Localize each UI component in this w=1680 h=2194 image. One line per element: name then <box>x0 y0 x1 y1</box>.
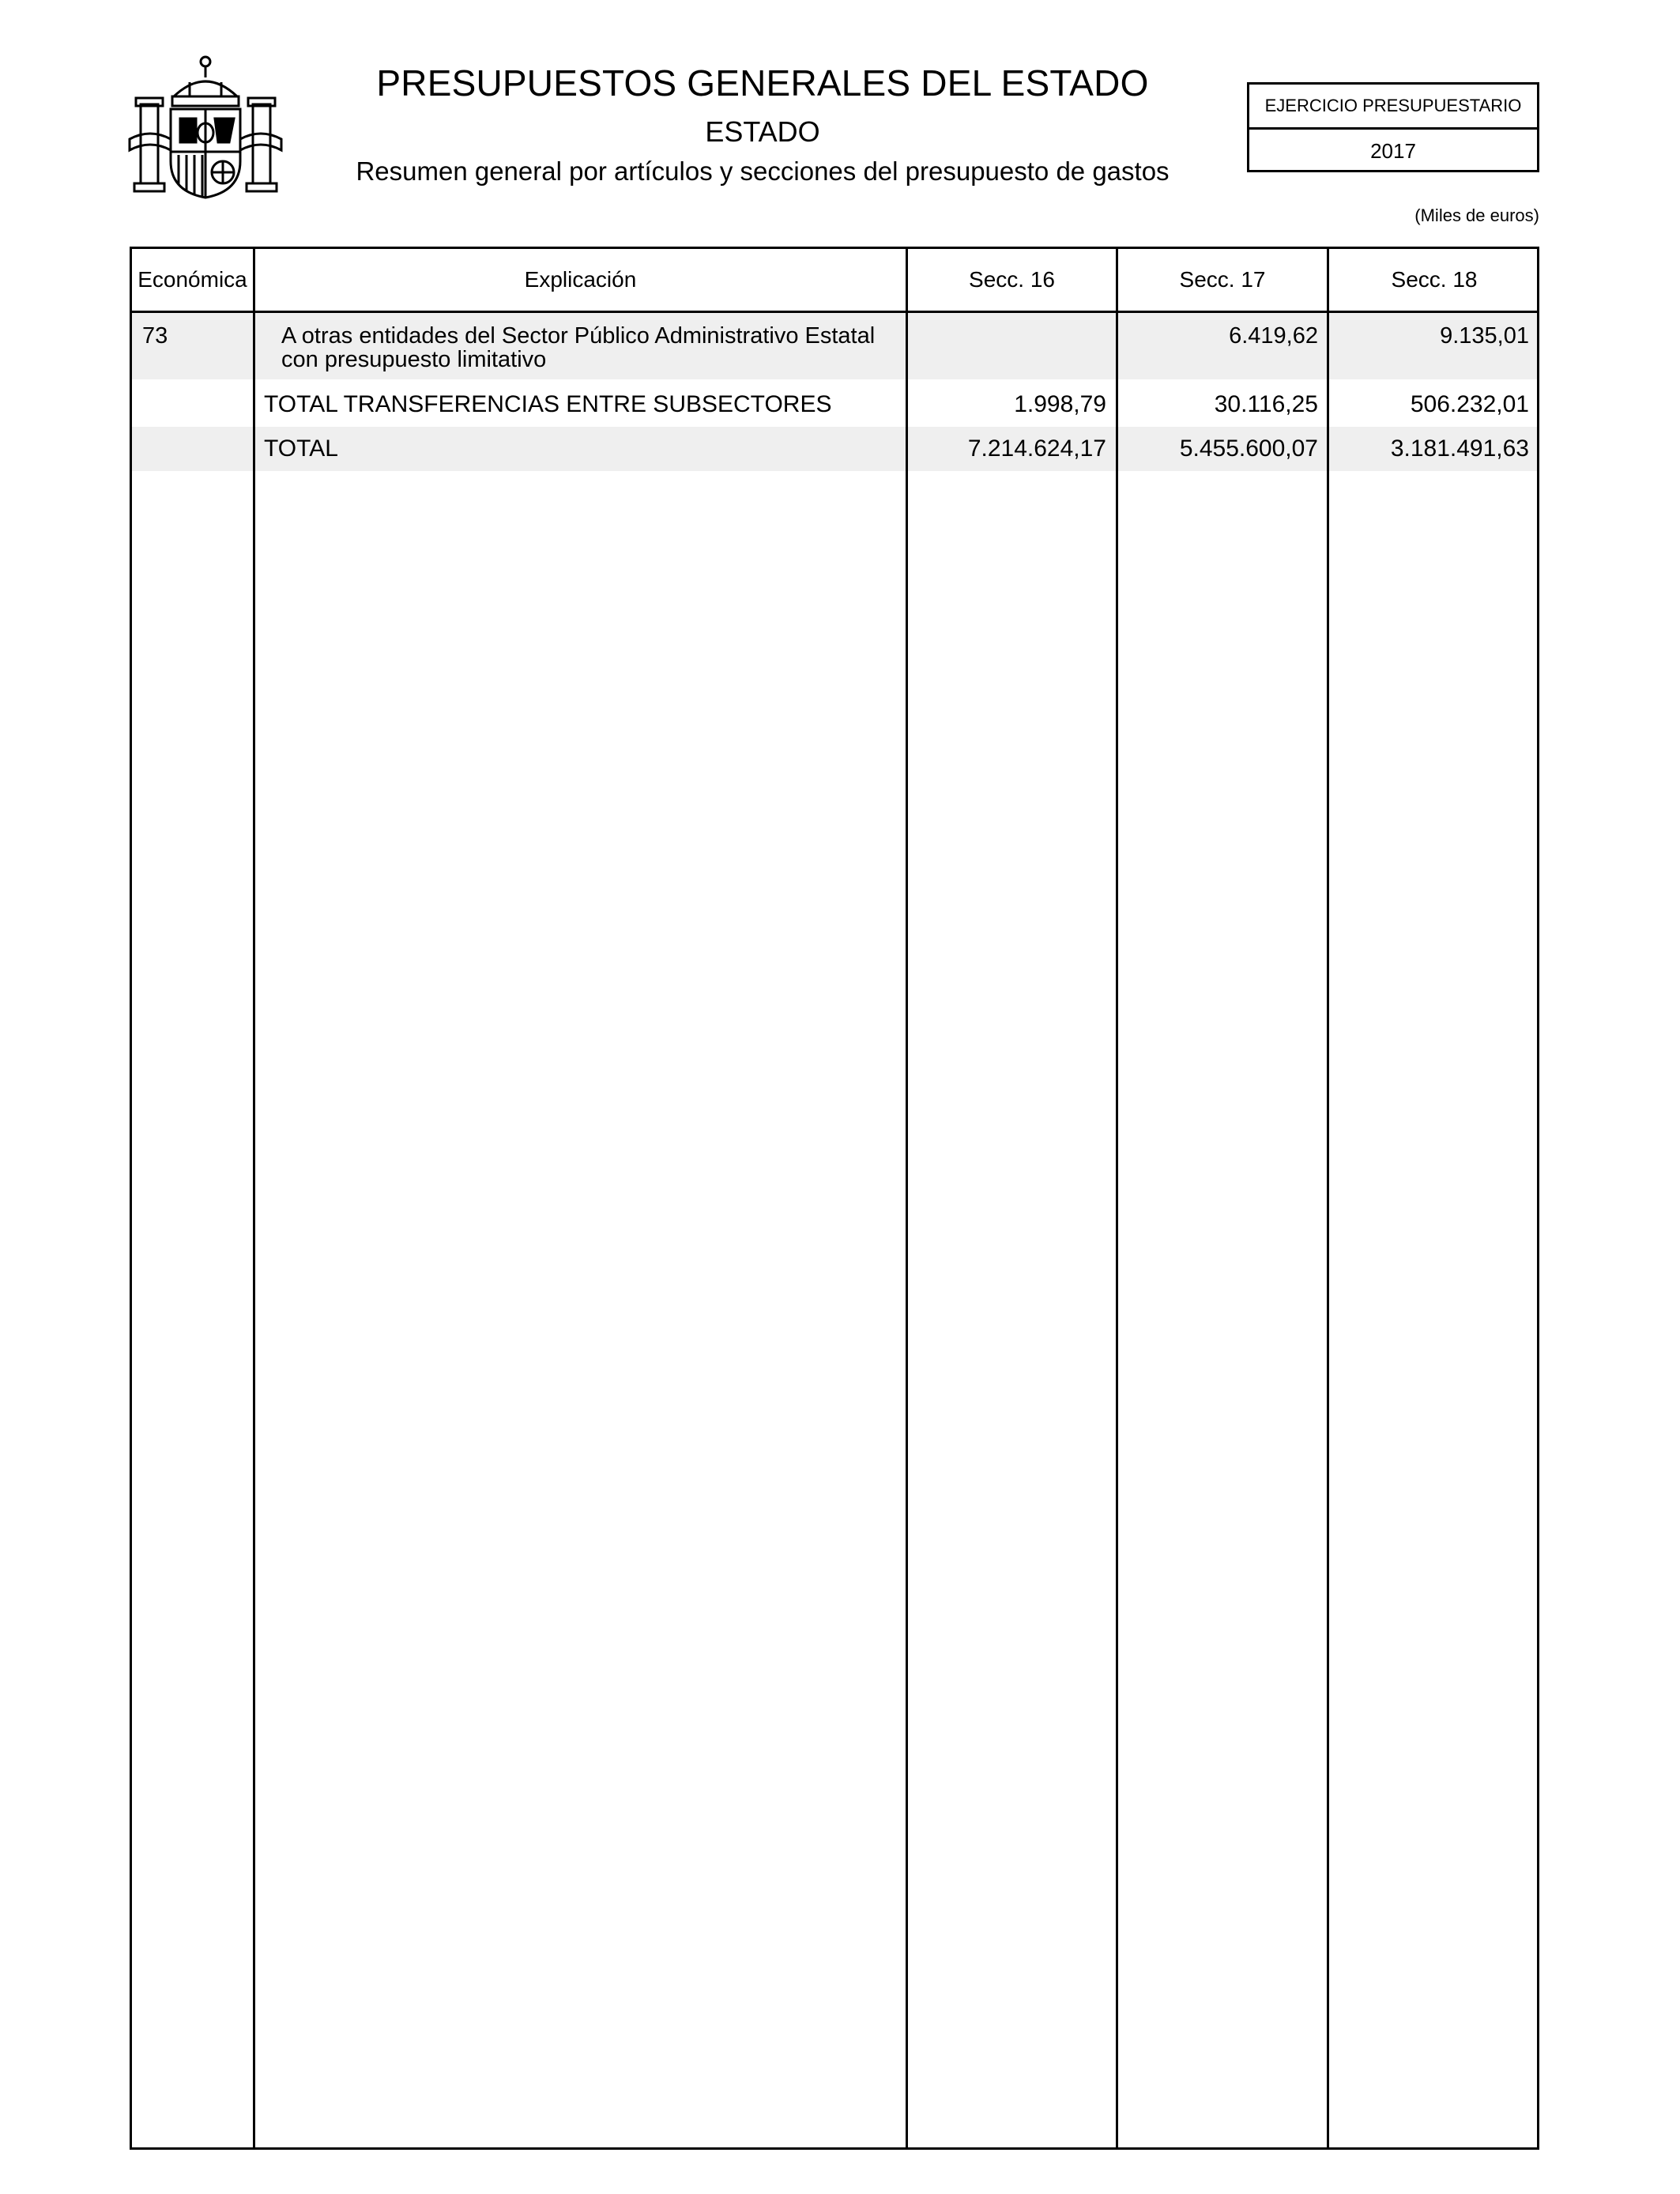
header-divider <box>130 311 1539 313</box>
column-divider <box>253 247 255 2150</box>
page-title: PRESUPUESTOS GENERALES DEL ESTADO <box>376 62 1149 104</box>
column-divider <box>1327 247 1329 2150</box>
ejercicio-box <box>1247 82 1539 172</box>
column-header-secc16: Secc. 16 <box>969 267 1055 292</box>
ejercicio-label: EJERCICIO PRESUPUESTARIO <box>1249 85 1537 130</box>
row-explanation-line2: con presupuesto limitativo <box>281 347 547 372</box>
total-secc16: 7.214.624,17 <box>967 435 1106 462</box>
total-transferencias-label: TOTAL TRANSFERENCIAS ENTRE SUBSECTORES <box>264 391 832 417</box>
total-transferencias-secc17: 30.116,25 <box>1214 391 1318 417</box>
ejercicio-year: 2017 <box>1370 138 1416 163</box>
spain-coat-of-arms-icon <box>126 51 284 209</box>
total-transferencias-secc18: 506.232,01 <box>1410 391 1529 417</box>
page-description: Resumen general por artículos y secciones del presupuesto de gastos <box>356 156 1170 186</box>
column-header-economica: Económica <box>137 267 247 292</box>
total-transferencias-secc16: 1.998,79 <box>1014 391 1106 417</box>
row-explanation-line1: A otras entidades del Sector Público Administrativo Estatal <box>281 323 876 349</box>
page-subtitle: ESTADO <box>705 115 820 148</box>
column-divider <box>1116 247 1118 2150</box>
column-header-explicacion: Explicación <box>524 267 637 292</box>
column-divider <box>906 247 908 2150</box>
row-code: 73 <box>142 323 168 349</box>
total-secc17: 5.455.600,07 <box>1179 435 1318 462</box>
row-value-secc17: 6.419,62 <box>1229 323 1318 349</box>
row-value-secc18: 9.135,01 <box>1440 323 1529 349</box>
column-header-secc17: Secc. 17 <box>1179 267 1266 292</box>
units-label: (Miles de euros) <box>1414 205 1539 225</box>
total-secc18: 3.181.491,63 <box>1390 435 1529 462</box>
total-label: TOTAL <box>264 435 338 462</box>
column-header-secc18: Secc. 18 <box>1391 267 1478 292</box>
